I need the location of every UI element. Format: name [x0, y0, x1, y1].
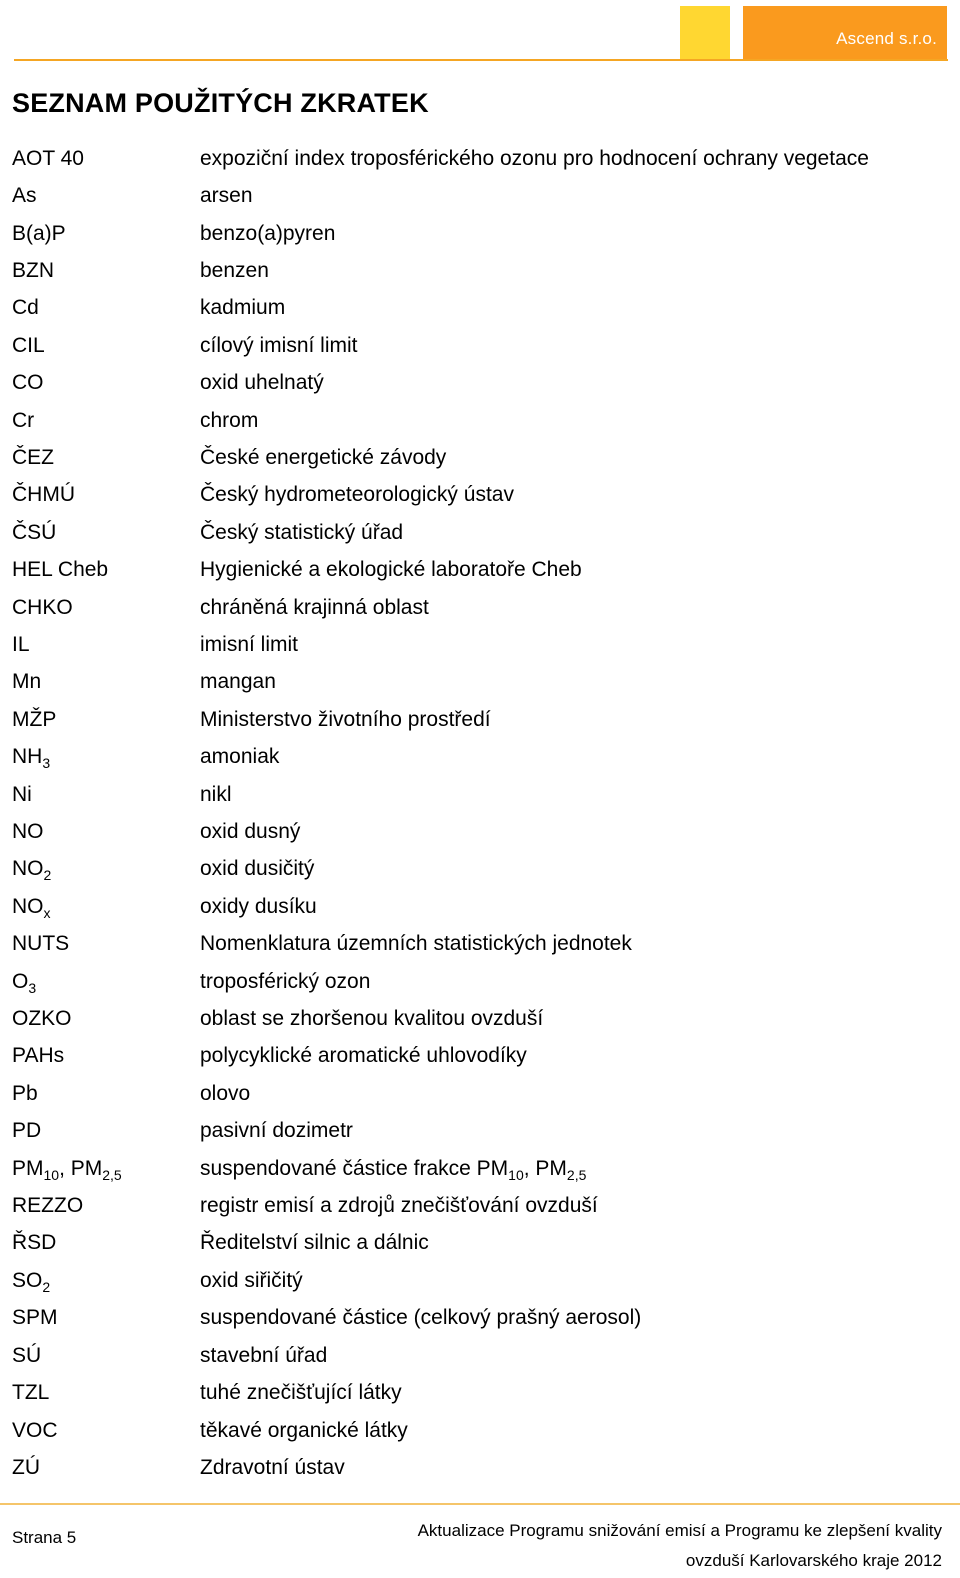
abbreviation [12, 857, 200, 884]
definition-subscript: 10 [508, 1166, 524, 1183]
definition: Hygienické a ekologické laboratoře Cheb [200, 558, 582, 582]
abbreviation: IL [12, 632, 30, 656]
abbreviation-row [12, 1374, 948, 1411]
abbreviation [12, 745, 200, 772]
page-number: Strana 5 [12, 1528, 77, 1547]
definition: Nomenklatura územních statistických jednotek [200, 932, 632, 956]
definition: těkavé organické látky [200, 1418, 408, 1442]
abbreviation: TZL [12, 1381, 50, 1405]
abbreviation-row [12, 1113, 948, 1150]
definition: benzo(a)pyren [200, 221, 336, 245]
document-title-line-2: ovzduší Karlovarského kraje 2012 [685, 1551, 942, 1570]
abbreviation-row [12, 851, 948, 888]
abbreviation: OZKO [12, 1007, 72, 1031]
abbreviation-row [12, 1262, 948, 1299]
definition: benzen [200, 258, 269, 282]
abbreviation: ČSÚ [12, 520, 57, 544]
definition: oxid siřičitý [200, 1268, 303, 1292]
definition: chráněná krajinná oblast [200, 595, 429, 619]
abbreviation-row [12, 1150, 948, 1187]
abbreviation-base: NO [12, 857, 44, 881]
definition: suspendované částice (celkový prašný aerosol) [200, 1306, 642, 1330]
abbreviation: CO [12, 371, 44, 395]
definition: cílový imisní limit [200, 333, 358, 357]
abbreviation: PD [12, 1119, 42, 1143]
abbreviation-row [12, 1412, 948, 1449]
abbreviation: AOT 40 [12, 146, 84, 170]
abbreviation-row [12, 1449, 948, 1486]
abbreviation-row [12, 813, 948, 850]
definition: chrom [200, 408, 259, 432]
abbreviation: Ni [12, 782, 32, 806]
definition: stavební úřad [200, 1343, 328, 1367]
abbreviation-row [12, 252, 948, 289]
definition: registr emisí a zdrojů znečišťování ovzduší [200, 1194, 598, 1218]
abbreviation: As [12, 184, 37, 208]
abbreviation-row [12, 701, 948, 738]
definition: Ministerstvo životního prostředí [200, 707, 491, 731]
abbreviation-row [12, 926, 948, 963]
definition: oxid dusičitý [200, 857, 315, 881]
definition-subscript: 2,5 [566, 1166, 587, 1183]
abbreviation-row [12, 477, 948, 514]
abbreviation-subscript: 3 [28, 979, 37, 996]
definition: Český hydrometeorologický ústav [200, 483, 514, 507]
definition: troposférický ozon [200, 969, 371, 993]
abbreviation: PAHs [12, 1044, 65, 1068]
page-title: SEZNAM POUŽITÝCH ZKRATEK [12, 88, 429, 118]
header-rule [14, 59, 948, 61]
abbreviation: CIL [12, 333, 45, 357]
definition: oxid uhelnatý [200, 371, 324, 395]
abbreviation-row [12, 215, 948, 252]
abbreviation: Mn [12, 670, 42, 694]
abbreviation-subscript: 10 [43, 1166, 60, 1183]
abbreviation-row [12, 402, 948, 439]
abbreviation-row [12, 1000, 948, 1037]
abbreviation: REZZO [12, 1194, 84, 1218]
definition: oblast se zhoršenou kvalitou ovzduší [200, 1007, 544, 1031]
abbreviation: ČHMÚ [12, 483, 75, 507]
abbreviation-row [12, 140, 948, 177]
abbreviation [12, 1157, 200, 1181]
abbreviation-base: PM [12, 1156, 44, 1180]
abbreviation [12, 970, 200, 994]
abbreviation-row [12, 1038, 948, 1075]
abbreviation: SÚ [12, 1343, 42, 1367]
definition: Ředitelství silnic a dálnic [200, 1231, 429, 1255]
abbreviation: BZN [12, 258, 54, 282]
abbreviation-subscript: 3 [42, 755, 51, 772]
abbreviation-row [12, 1187, 948, 1224]
definition-mid: , PM [523, 1156, 567, 1180]
definition: kadmium [200, 296, 286, 320]
abbreviation-row [12, 589, 948, 626]
abbreviation: Cd [12, 296, 39, 320]
definition-base: suspendované částice frakce PM [200, 1156, 509, 1180]
abbreviation-subscript: 2 [42, 1278, 51, 1295]
header-brand-block [743, 6, 947, 59]
document-title [342, 1516, 942, 1576]
header-accent-yellow [680, 6, 730, 59]
abbreviation-row [12, 439, 948, 476]
definition: nikl [200, 782, 232, 806]
definition: Český statistický úřad [200, 520, 404, 544]
definition: arsen [200, 184, 253, 208]
abbreviation: NUTS [12, 932, 70, 956]
abbreviation-row [12, 364, 948, 401]
definition: Zdravotní ústav [200, 1455, 345, 1479]
definition: tuhé znečišťující látky [200, 1381, 402, 1405]
abbreviation-list [12, 140, 948, 1487]
abbreviation: SPM [12, 1306, 58, 1330]
definition: imisní limit [200, 632, 298, 656]
abbreviation: NO [12, 820, 44, 844]
abbreviation-row [12, 327, 948, 364]
abbreviation-base: O [12, 969, 29, 993]
abbreviation-row [12, 776, 948, 813]
abbreviation: Pb [12, 1081, 38, 1105]
abbreviation-row [12, 739, 948, 776]
abbreviation-base: NH [12, 745, 43, 769]
abbreviation-subscript: x [43, 904, 51, 921]
abbreviation-row [12, 626, 948, 663]
definition: polycyklické aromatické uhlovodíky [200, 1044, 527, 1068]
abbreviation-row [12, 551, 948, 588]
definition: amoniak [200, 745, 280, 769]
abbreviation: ŘSD [12, 1231, 57, 1255]
abbreviation-row [12, 963, 948, 1000]
abbreviation-row [12, 1337, 948, 1374]
abbreviation-row [12, 664, 948, 701]
abbreviation-row [12, 290, 948, 327]
abbreviation: VOC [12, 1418, 58, 1442]
abbreviation [12, 1269, 200, 1293]
abbreviation-row [12, 1300, 948, 1337]
abbreviation: ČEZ [12, 445, 54, 469]
abbreviation-row [12, 177, 948, 214]
definition: pasivní dozimetr [200, 1119, 353, 1143]
abbreviation-row [12, 888, 948, 925]
abbreviation [12, 895, 200, 919]
abbreviation: B(a)P [12, 221, 66, 245]
abbreviation-mid: , PM [59, 1156, 103, 1180]
definition: mangan [200, 670, 276, 694]
document-title-line-1: Aktualizace Programu snižování emisí a Programu ke zlepšení kvality [417, 1521, 942, 1540]
abbreviation-row [12, 1075, 948, 1112]
abbreviation: HEL Cheb [12, 558, 109, 582]
abbreviation-base: NO [12, 894, 44, 918]
abbreviation: Cr [12, 408, 35, 432]
abbreviation-row [12, 1225, 948, 1262]
abbreviation: CHKO [12, 595, 73, 619]
definition [200, 1157, 948, 1181]
brand-name: Ascend s.r.o. [836, 29, 937, 48]
definition: olovo [200, 1081, 251, 1105]
definition: oxid dusný [200, 820, 301, 844]
abbreviation-subscript: 2 [43, 867, 52, 884]
abbreviation: MŽP [12, 707, 57, 731]
definition: České energetické závody [200, 445, 447, 469]
abbreviation: ZÚ [12, 1455, 40, 1479]
abbreviation-row [12, 514, 948, 551]
definition: expoziční index troposférického ozonu pro hodnocení ochrany vegetace [200, 146, 869, 170]
abbreviation-subscript: 2,5 [102, 1166, 122, 1183]
abbreviation-base: SO [12, 1268, 43, 1292]
definition: oxidy dusíku [200, 894, 317, 918]
footer-rule [0, 1503, 960, 1505]
